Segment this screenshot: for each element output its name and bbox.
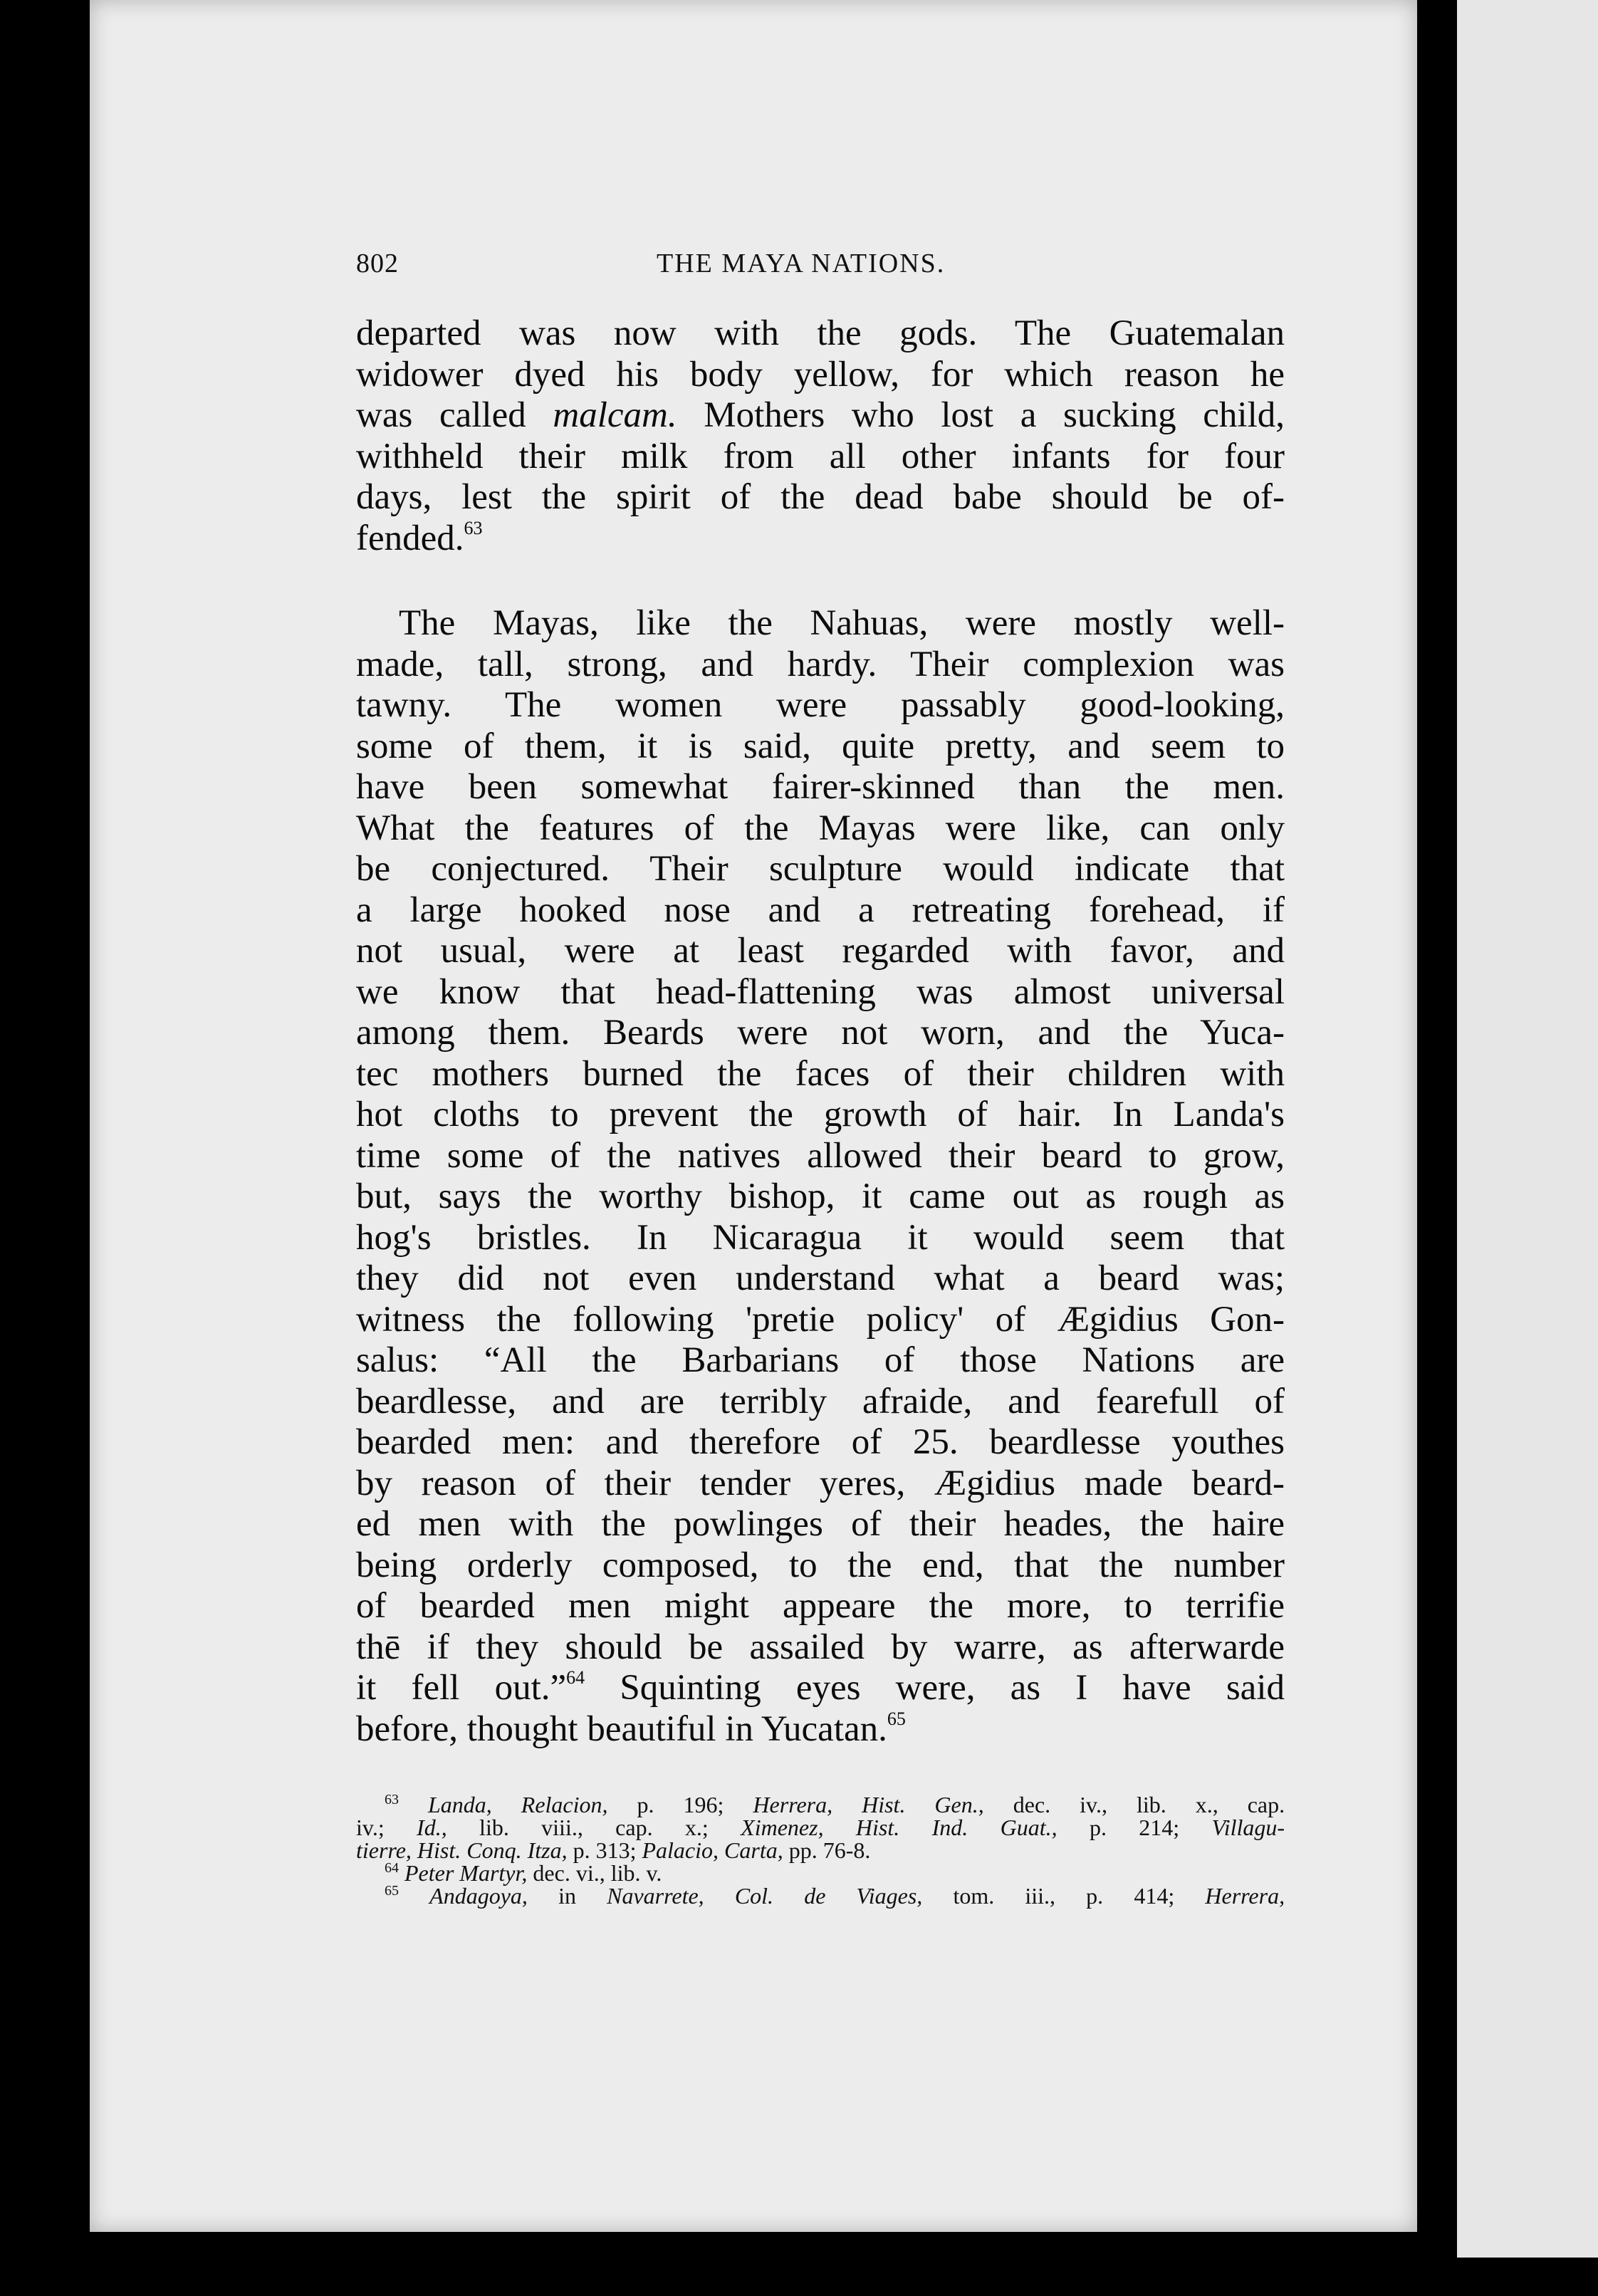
text-line: beardlesse, and are terribly afraide, and fearefull of [356,1381,1285,1421]
footnote-ref-65[interactable]: 65 [887,1708,906,1729]
text-segment: Squinting eyes were, as I have said [620,1668,1285,1708]
text-line: salus: “All the Barbarians of those Nations are [356,1340,1285,1380]
page-header [356,248,1282,283]
citation-title: Peter Martyr, [404,1860,528,1886]
text-line: but, says the worthy bishop, it came out as rough as [356,1176,1285,1216]
citation-text: pp. 76-8. [788,1837,871,1863]
text-line: made, tall, strong, and hardy. Their complexion was [356,644,1285,684]
text-line: by reason of their tender yeres, Ægidius made beard- [356,1463,1285,1503]
text-line: departed was now with the gods. The Guatemalan [356,313,1285,353]
italic-term: malcam. [553,395,677,435]
next-page-edge [1457,0,1598,2258]
citation-title: Herrera, Hist. Gen., [753,1792,984,1817]
citation-text: p. 196; [637,1792,724,1817]
citation-title: Ximenez, Hist. Ind. Guat., [741,1815,1058,1840]
footnotes [356,1793,1285,1907]
text-line: The Mayas, like the Nahuas, were mostly well- [399,603,1285,643]
text-line [356,518,1285,560]
footnote-mark: 63 [385,1792,399,1807]
text-segment: fended. [356,518,464,558]
paragraph-1 [356,313,1285,559]
citation-title: Navarrete, Col. de Viages, [607,1883,923,1909]
footnote-63-cont [356,1816,1285,1839]
citation-title: Palacio, Carta, [642,1837,783,1863]
footnote-mark: 64 [385,1860,399,1876]
text-line: withheld their milk from all other infants for four [356,436,1285,476]
citation-text: p. 313; [573,1837,637,1863]
text-line: be conjectured. Their sculpture would indicate that [356,849,1285,889]
paragraph-2 [356,603,1285,1750]
text-line: widower dyed his body yellow, for which reason he [356,354,1285,395]
citation-text: dec. vi., lib. v. [533,1860,662,1886]
text-line: What the features of the Mayas were like, can only [356,808,1285,848]
footnote-63 [356,1793,1285,1816]
footnote-64 [356,1862,1285,1884]
text-line: not usual, were at least regarded with favor, and [356,931,1285,971]
text-line: bearded men: and therefore of 25. beardlesse youthes [356,1422,1285,1462]
citation-text: iv.; [356,1815,385,1840]
text-line: ed men with the powlinges of their heades, the haire [356,1504,1285,1544]
text-segment: before, thought beautiful in Yucatan. [356,1708,887,1749]
citation-title: Herrera, [1205,1883,1285,1909]
text-line: they did not even understand what a beard was; [356,1258,1285,1298]
text-line: have been somewhat fairer-skinned than the men. [356,767,1285,807]
text-segment: it fell out.” [356,1668,567,1708]
paragraph-gap [356,559,1285,603]
body-text [356,313,1285,1750]
text-line: witness the following 'pretie policy' of Ægidius Gon- [356,1299,1285,1340]
citation-text: tom. iii., p. 414; [953,1883,1175,1909]
footnote-ref-63[interactable]: 63 [464,517,483,538]
footnote-63-cont [356,1839,1285,1862]
text-line: some of them, it is said, quite pretty, and seem to [356,726,1285,766]
text-line [356,1668,1285,1709]
text-line: hot cloths to prevent the growth of hair. In Landa's [356,1095,1285,1134]
text-line: among them. Beards were not worn, and the Yuca- [356,1013,1285,1053]
citation-text: lib. viii., cap. x.; [479,1815,709,1840]
text-line: thē if they should be assailed by warre, as afterwarde [356,1627,1285,1667]
footnote-ref-64[interactable]: 64 [566,1667,585,1688]
text-segment: was called [356,395,526,435]
text-line [356,395,1285,437]
text-line: tawny. The women were passably good-looking, [356,685,1285,725]
text-line: tec mothers burned the faces of their children with [356,1053,1285,1094]
text-line: we know that head-flattening was almost universal [356,971,1285,1012]
text-line: a large hooked nose and a retreating forehead, if [356,889,1285,930]
text-line: hog's bristles. In Nicaragua it would seem that [356,1217,1285,1258]
page-number: 802 [356,249,399,278]
text-segment: Mothers who lost a sucking child, [704,395,1285,435]
text-line: days, lest the spirit of the dead babe should be of- [356,477,1285,517]
text-line [356,1709,1285,1750]
text-line: time some of the natives allowed their beard to grow, [356,1135,1285,1176]
text-line: of bearded men might appeare the more, to terrifie [356,1586,1285,1626]
footnote-mark: 65 [385,1883,399,1899]
citation-text: in [558,1883,576,1909]
citation-text: dec. iv., lib. x., cap. [1013,1792,1285,1817]
running-title: THE MAYA NATIONS. [657,249,946,278]
citation-text: p. 214; [1089,1815,1180,1840]
citation-title: Landa, Relacion, [428,1792,608,1817]
citation-title: Andagoya, [429,1883,528,1909]
footnote-65 [356,1884,1285,1907]
citation-title: Id., [417,1815,447,1840]
citation-title: tierre, Hist. Conq. Itza, [356,1837,568,1863]
text-line: being orderly composed, to the end, that the number [356,1545,1285,1585]
citation-title: Villagu- [1211,1815,1285,1840]
